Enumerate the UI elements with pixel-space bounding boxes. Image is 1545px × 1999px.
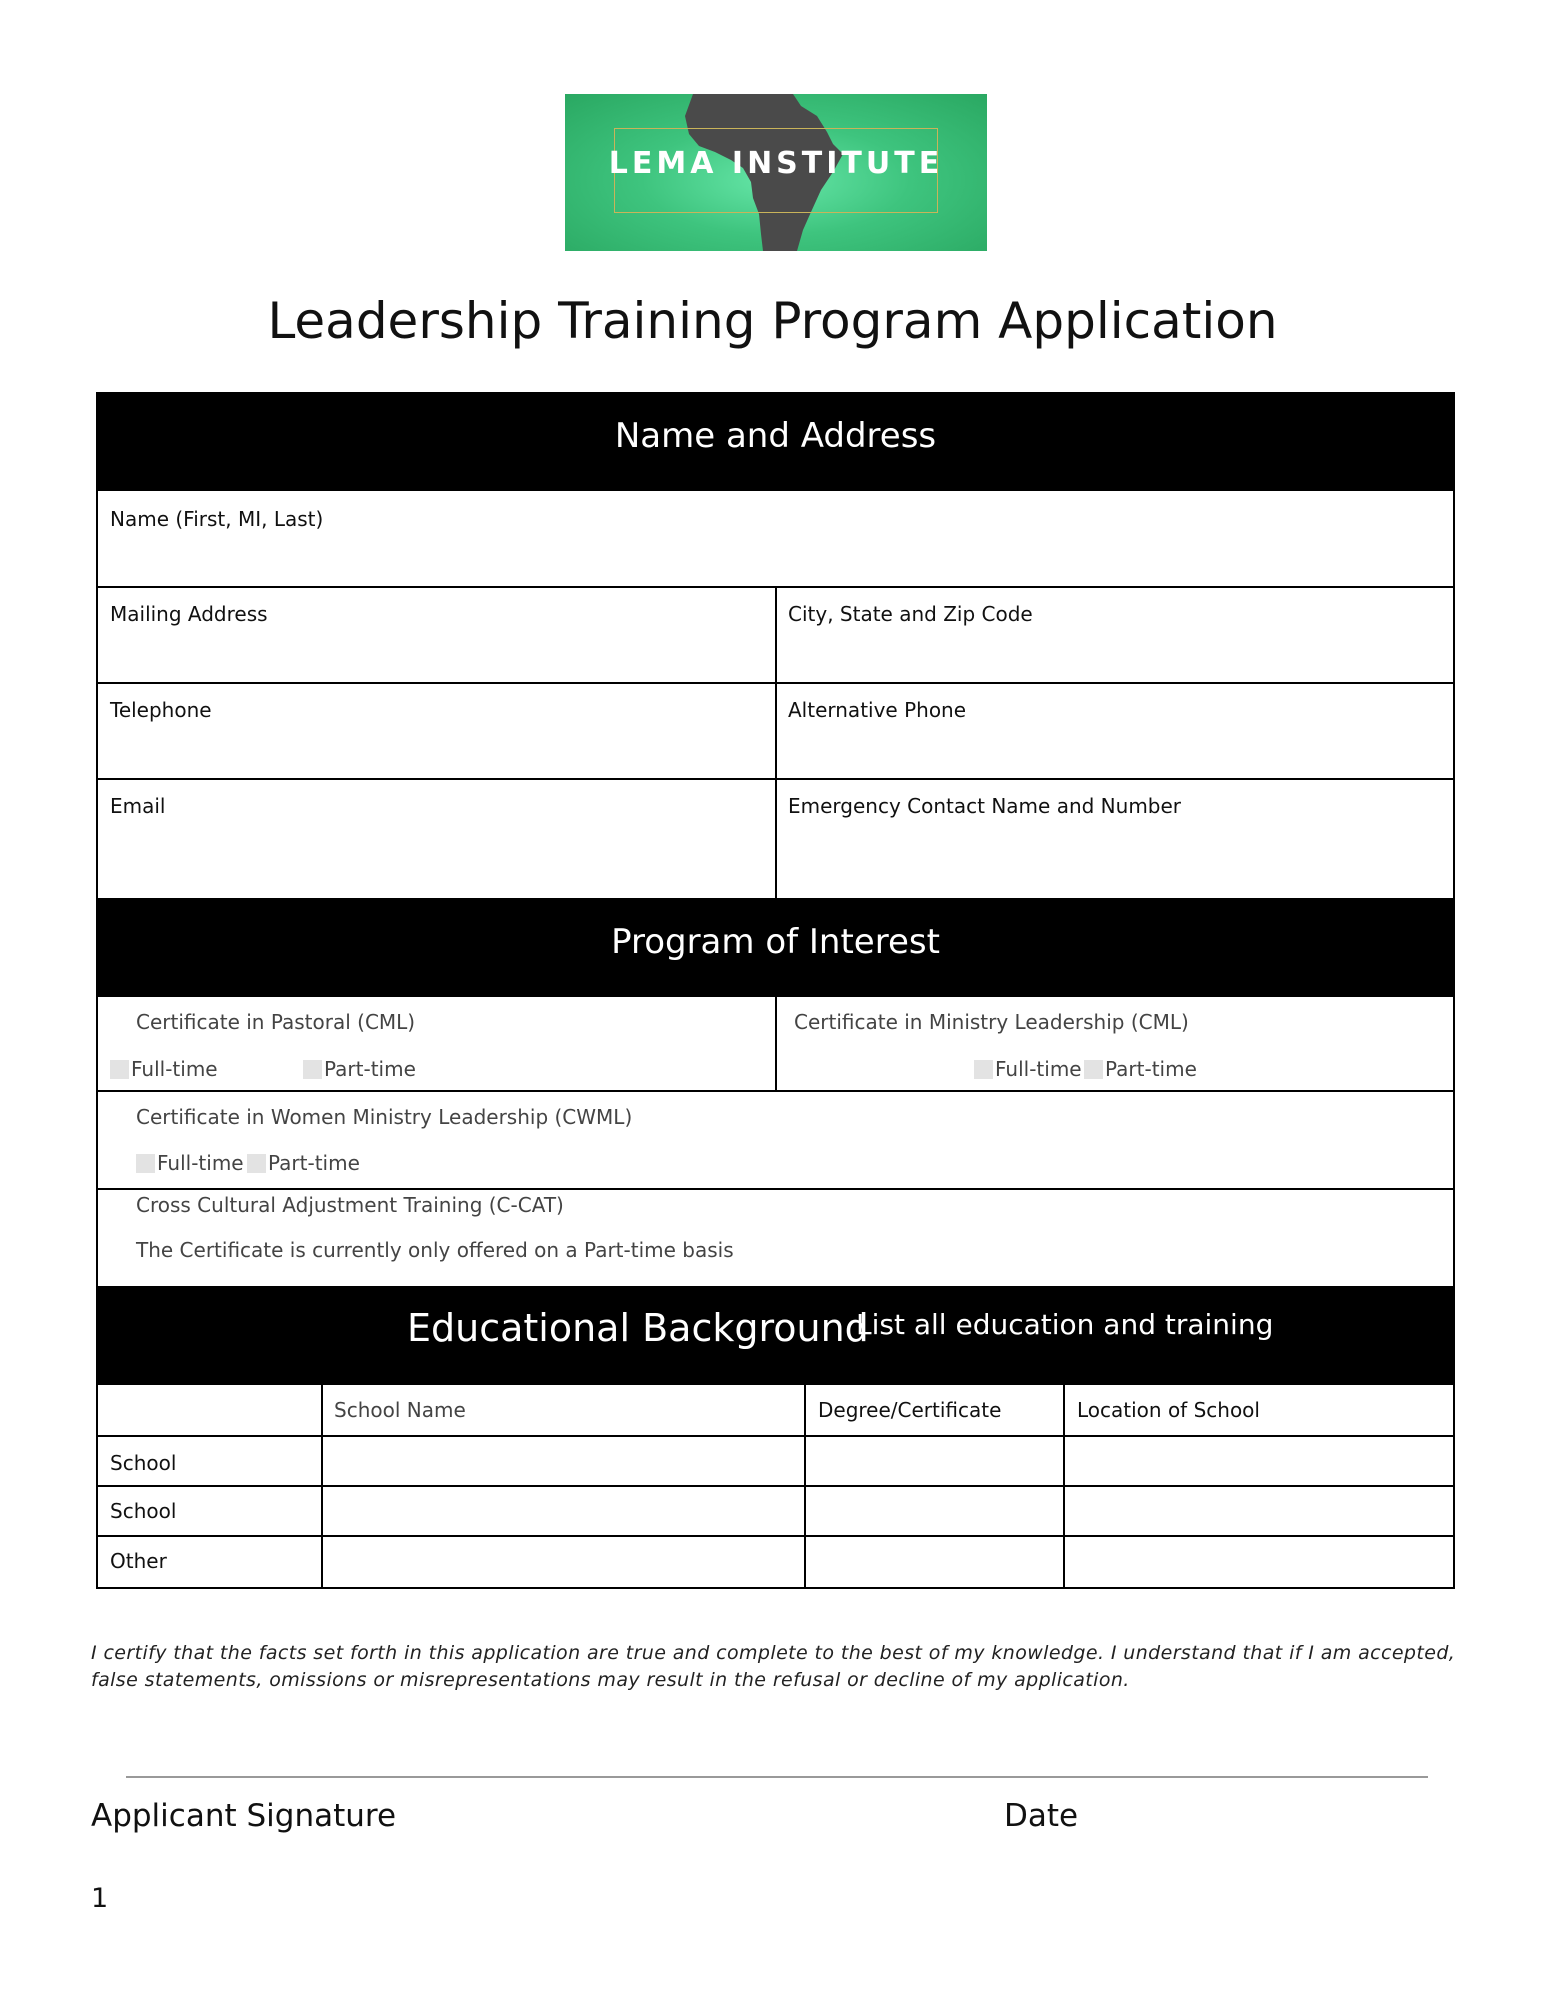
- alternative-phone-field[interactable]: [775, 682, 1455, 780]
- edu-col-location: [1063, 1383, 1455, 1437]
- table-row-label: [96, 1535, 323, 1589]
- telephone-field[interactable]: [96, 682, 777, 780]
- pastoral-full-time-option[interactable]: [110, 1057, 218, 1081]
- section-header-name-address: [96, 392, 1455, 491]
- email-field[interactable]: [96, 778, 777, 900]
- checkbox[interactable]: [110, 1060, 129, 1079]
- mailing-address-label: Mailing Address: [110, 602, 268, 626]
- applicant-signature-label: Applicant Signature: [91, 1798, 397, 1834]
- option-label: Part-time: [268, 1151, 360, 1175]
- table-cell-location[interactable]: [1063, 1485, 1455, 1537]
- program-women-label: Certificate in Women Ministry Leadership (CWML): [136, 1105, 633, 1129]
- edu-header-blank: [96, 1383, 323, 1437]
- telephone-label: Telephone: [110, 698, 212, 722]
- certification-statement: I certify that the facts set forth in this application are true and complete to the best of my knowledge. I understand that if I am accepted, false statements, omissions or misrepresentations may result in the refusal or decline of my application.: [91, 1642, 1456, 1691]
- date-label: Date: [1004, 1798, 1079, 1834]
- row-label: Other: [110, 1549, 167, 1573]
- city-state-zip-label: City, State and Zip Code: [788, 602, 1033, 626]
- program-ministry-label: Certificate in Ministry Leadership (CML): [794, 1010, 1189, 1034]
- ministry-full-time-option[interactable]: [974, 1057, 1082, 1081]
- option-label: Full-time: [157, 1151, 244, 1175]
- signature-line[interactable]: [126, 1776, 1428, 1778]
- pastoral-part-time-option[interactable]: [303, 1057, 416, 1081]
- row-label: School: [110, 1499, 177, 1523]
- checkbox[interactable]: [303, 1060, 322, 1079]
- section-title: Program of Interest: [611, 922, 940, 962]
- section-subtitle: List all education and training: [856, 1308, 1274, 1341]
- column-header: Location of School: [1077, 1398, 1260, 1422]
- table-cell-location[interactable]: [1063, 1535, 1455, 1589]
- table-cell-school-name[interactable]: [321, 1435, 806, 1487]
- table-cell-school-name[interactable]: [321, 1485, 806, 1537]
- section-title: Educational Background: [407, 1306, 869, 1350]
- section-header-education: [96, 1286, 1455, 1385]
- program-ccat-label: Cross Cultural Adjustment Training (C-CAT): [136, 1193, 564, 1217]
- option-label: Part-time: [1105, 1057, 1197, 1081]
- program-ccat: [96, 1188, 1455, 1288]
- table-row-label: [96, 1485, 323, 1537]
- lema-institute-logo: [565, 94, 987, 251]
- name-field[interactable]: [96, 489, 1455, 588]
- page-title: Leadership Training Program Application: [267, 292, 1278, 350]
- program-pastoral-label: Certificate in Pastoral (CML): [136, 1010, 416, 1034]
- alternative-phone-label: Alternative Phone: [788, 698, 967, 722]
- table-cell-degree[interactable]: [804, 1535, 1065, 1589]
- name-label: Name (First, MI, Last): [110, 507, 324, 531]
- table-cell-degree[interactable]: [804, 1485, 1065, 1537]
- emergency-contact-label: Emergency Contact Name and Number: [788, 794, 1182, 818]
- program-women-ministry: [96, 1090, 1455, 1190]
- edu-col-degree: [804, 1383, 1065, 1437]
- program-ministry-leadership: [775, 995, 1455, 1092]
- table-cell-school-name[interactable]: [321, 1535, 806, 1589]
- checkbox[interactable]: [1084, 1060, 1103, 1079]
- column-header: School Name: [334, 1398, 466, 1422]
- option-label: Part-time: [324, 1057, 416, 1081]
- program-pastoral: [96, 995, 777, 1092]
- women-full-time-option[interactable]: [136, 1151, 244, 1175]
- checkbox[interactable]: [136, 1154, 155, 1173]
- table-cell-location[interactable]: [1063, 1435, 1455, 1487]
- logo-text: LEMA INSTITUTE: [608, 146, 944, 181]
- program-ccat-note: The Certificate is currently only offered on a Part-time basis: [136, 1238, 734, 1262]
- checkbox[interactable]: [247, 1154, 266, 1173]
- emergency-contact-field[interactable]: [775, 778, 1455, 900]
- section-title: Name and Address: [614, 416, 937, 456]
- ministry-part-time-option[interactable]: [1084, 1057, 1197, 1081]
- checkbox[interactable]: [974, 1060, 993, 1079]
- option-label: Full-time: [131, 1057, 218, 1081]
- mailing-address-field[interactable]: [96, 586, 777, 684]
- table-row-label: [96, 1435, 323, 1487]
- section-header-program: [96, 898, 1455, 997]
- women-part-time-option[interactable]: [247, 1151, 360, 1175]
- column-header: Degree/Certificate: [818, 1398, 1002, 1422]
- table-cell-degree[interactable]: [804, 1435, 1065, 1487]
- email-label: Email: [110, 794, 166, 818]
- page-number: 1: [91, 1883, 109, 1914]
- option-label: Full-time: [995, 1057, 1082, 1081]
- row-label: School: [110, 1451, 177, 1475]
- edu-col-school-name: [321, 1383, 806, 1437]
- city-state-zip-field[interactable]: [775, 586, 1455, 684]
